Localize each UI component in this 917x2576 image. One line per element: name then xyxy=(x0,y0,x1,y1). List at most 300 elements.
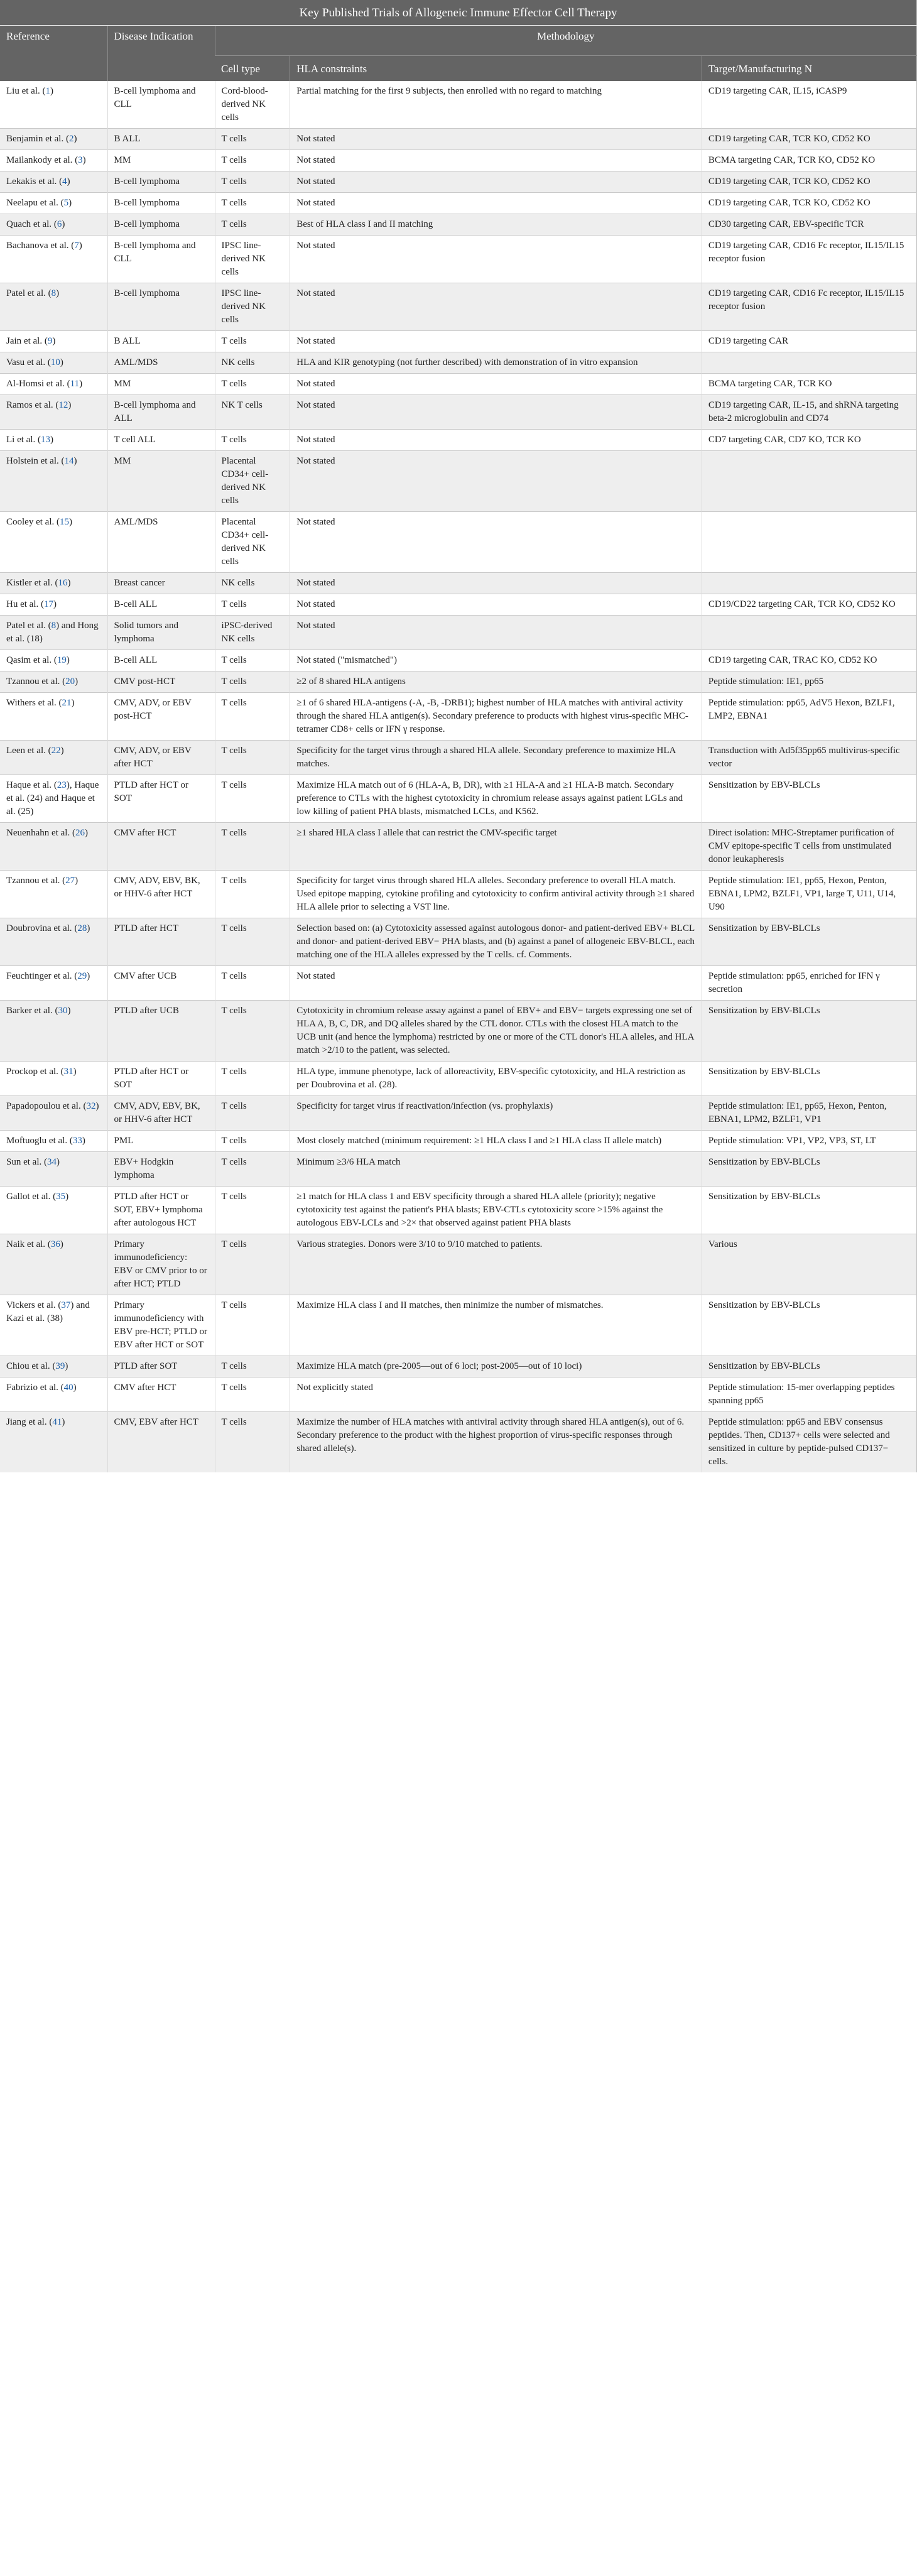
cell-cell-type: T cells xyxy=(215,1001,290,1062)
reference-link[interactable]: 27 xyxy=(65,876,75,886)
reference-link[interactable]: 9 xyxy=(47,336,53,346)
cell-target: CD30 targeting CAR, EBV-specific TCR xyxy=(702,214,916,236)
cell-target: CD19/CD22 targeting CAR, TCR KO, CD52 KO xyxy=(702,594,916,616)
reference-author: Sun et al. xyxy=(6,1157,44,1167)
reference-author: Li et al. xyxy=(6,435,38,445)
cell-hla-constraints: Not stated xyxy=(290,616,702,650)
cell-reference: Prockop et al. (31) xyxy=(0,1062,107,1096)
cell-cell-type: T cells xyxy=(215,918,290,966)
cell-cell-type: T cells xyxy=(215,671,290,693)
table-row xyxy=(0,1001,917,1062)
cell-target: Peptide stimulation: VP1, VP2, VP3, ST, LT xyxy=(702,1131,916,1152)
header-methodology: Methodology xyxy=(215,26,916,56)
cell-disease: CMV, ADV, EBV, BK, or HHV-6 after HCT xyxy=(107,1096,215,1131)
cell-target: CD19 targeting CAR xyxy=(702,331,916,352)
cell-disease: T cell ALL xyxy=(107,430,215,451)
cell-disease: B-cell lymphoma and ALL xyxy=(107,395,215,430)
cell-hla-constraints: Not stated xyxy=(290,512,702,573)
cell-reference: Naik et al. (36) xyxy=(0,1234,107,1295)
cell-disease: MM xyxy=(107,374,215,395)
table-body xyxy=(0,81,917,1472)
cell-target: CD19 targeting CAR, TCR KO, CD52 KO xyxy=(702,171,916,193)
cell-disease: PTLD after HCT or SOT, EBV+ lymphoma after autologous HCT xyxy=(107,1187,215,1234)
reference-link[interactable]: 34 xyxy=(47,1157,57,1167)
cell-disease: B-cell lymphoma and CLL xyxy=(107,236,215,283)
cell-cell-type: T cells xyxy=(215,1412,290,1473)
cell-target xyxy=(702,352,916,374)
table-row xyxy=(0,1096,917,1131)
reference-author: Vickers et al. xyxy=(6,1300,58,1310)
reference-author: Prockop et al. xyxy=(6,1067,61,1077)
cell-cell-type: Placental CD34+ cell-derived NK cells xyxy=(215,451,290,512)
cell-target: Sensitization by EBV-BLCLs xyxy=(702,1295,916,1356)
reference-author: Withers et al. xyxy=(6,698,59,708)
cell-reference: Cooley et al. (15) xyxy=(0,512,107,573)
table-row xyxy=(0,150,917,171)
reference-link[interactable]: 29 xyxy=(77,971,87,981)
table-row xyxy=(0,395,917,430)
cell-disease: PML xyxy=(107,1131,215,1152)
cell-cell-type: T cells xyxy=(215,1131,290,1152)
reference-author: Haque et al. xyxy=(6,780,54,790)
cell-cell-type: T cells xyxy=(215,374,290,395)
table-row xyxy=(0,693,917,741)
cell-reference: Fabrizio et al. (40) xyxy=(0,1378,107,1412)
table-row xyxy=(0,616,917,650)
cell-reference: Doubrovina et al. (28) xyxy=(0,918,107,966)
table-row xyxy=(0,650,917,671)
cell-hla-constraints: Partial matching for the first 9 subjects, then enrolled with no regard to matching xyxy=(290,81,702,129)
reference-link[interactable]: 31 xyxy=(63,1067,73,1077)
cell-cell-type: T cells xyxy=(215,171,290,193)
table-row xyxy=(0,573,917,594)
cell-target: Peptide stimulation: pp65, AdV5 Hexon, BZLF1, LMP2, EBNA1 xyxy=(702,693,916,741)
cell-cell-type: T cells xyxy=(215,1096,290,1131)
table-row xyxy=(0,193,917,214)
table-row xyxy=(0,1412,917,1473)
cell-reference: Mailankody et al. (3) xyxy=(0,150,107,171)
cell-target: Sensitization by EBV-BLCLs xyxy=(702,1152,916,1187)
reference-link[interactable]: 11 xyxy=(70,379,80,389)
reference-author: Tzannou et al. xyxy=(6,677,63,687)
reference-link[interactable]: 22 xyxy=(51,746,61,756)
table-row xyxy=(0,1187,917,1234)
cell-reference: Barker et al. (30) xyxy=(0,1001,107,1062)
table-row xyxy=(0,236,917,283)
cell-reference: Chiou et al. (39) xyxy=(0,1356,107,1378)
cell-cell-type: T cells xyxy=(215,1378,290,1412)
cell-target: Sensitization by EBV-BLCLs xyxy=(702,918,916,966)
cell-hla-constraints: ≥1 shared HLA class I allele that can restrict the CMV-specific target xyxy=(290,823,702,871)
cell-hla-constraints: Specificity for the target virus through a shared HLA allele. Secondary preference to maximize HLA matches. xyxy=(290,741,702,775)
cell-target: CD19 targeting CAR, TRAC KO, CD52 KO xyxy=(702,650,916,671)
reference-link[interactable]: 3 xyxy=(78,155,83,165)
cell-target: Various xyxy=(702,1234,916,1295)
header-disease: Disease Indication xyxy=(107,26,215,82)
reference-link[interactable]: 1 xyxy=(45,86,50,96)
reference-link[interactable]: 40 xyxy=(63,1383,73,1393)
cell-hla-constraints: Not stated xyxy=(290,236,702,283)
cell-target: CD7 targeting CAR, CD7 KO, TCR KO xyxy=(702,430,916,451)
cell-cell-type: T cells xyxy=(215,331,290,352)
cell-disease: EBV+ Hodgkin lymphoma xyxy=(107,1152,215,1187)
cell-disease: B-cell lymphoma and CLL xyxy=(107,81,215,129)
cell-target xyxy=(702,573,916,594)
reference-author: Chiou et al. xyxy=(6,1361,53,1371)
reference-link[interactable]: 26 xyxy=(75,828,85,838)
cell-disease: AML/MDS xyxy=(107,352,215,374)
cell-disease: CMV, ADV, or EBV post-HCT xyxy=(107,693,215,741)
cell-hla-constraints: ≥1 match for HLA class 1 and EBV specificity through a shared HLA allele (priority); negative cytotoxicity test against the patient's PHA blasts; EBV-CTLs cytotoxicity score >15% against the autologous EBV-LCLs and >2× that observed against patient PHA blasts xyxy=(290,1187,702,1234)
reference-author: Jiang et al. xyxy=(6,1417,50,1427)
cell-cell-type: T cells xyxy=(215,1356,290,1378)
reference-author: Naik et al. xyxy=(6,1239,48,1249)
cell-reference: Leen et al. (22) xyxy=(0,741,107,775)
cell-disease: Breast cancer xyxy=(107,573,215,594)
table-row xyxy=(0,775,917,823)
reference-link[interactable]: 15 xyxy=(59,517,69,527)
cell-target: Sensitization by EBV-BLCLs xyxy=(702,1001,916,1062)
cell-reference: Bachanova et al. (7) xyxy=(0,236,107,283)
cell-hla-constraints: Not stated xyxy=(290,150,702,171)
reference-author: Patel et al. xyxy=(6,288,48,298)
cell-target: CD19 targeting CAR, TCR KO, CD52 KO xyxy=(702,193,916,214)
table-row xyxy=(0,1295,917,1356)
cell-target: Transduction with Ad5f35pp65 multivirus-specific vector xyxy=(702,741,916,775)
reference-author: Lekakis et al. xyxy=(6,177,60,187)
cell-cell-type: Cord-blood-derived NK cells xyxy=(215,81,290,129)
cell-disease: Solid tumors and lymphoma xyxy=(107,616,215,650)
reference-author: Bachanova et al. xyxy=(6,241,72,251)
cell-reference: Liu et al. (1) xyxy=(6,86,53,96)
reference-link[interactable]: 20 xyxy=(65,677,75,687)
cell-disease: PTLD after HCT or SOT xyxy=(107,1062,215,1096)
table-row xyxy=(0,1152,917,1187)
cell-disease: B-cell lymphoma xyxy=(107,171,215,193)
cell-cell-type: NK T cells xyxy=(215,395,290,430)
cell-hla-constraints: Cytotoxicity in chromium release assay against a panel of EBV+ and EBV− targets expressing one set of HLA A, B, C, DR, and DQ alleles shared by the CTL donor. CTLs with the closest HLA match to the UCB unit (and hence the lymphoma) restricted by one or more of the CTL donor's HLA alleles, and HLA match >2/10 to the patient, was selected. xyxy=(290,1001,702,1062)
cell-target: CD19 targeting CAR, CD16 Fc receptor, IL15/IL15 receptor fusion xyxy=(702,236,916,283)
cell-disease: AML/MDS xyxy=(107,512,215,573)
cell-disease: B-cell ALL xyxy=(107,650,215,671)
reference-link[interactable]: 36 xyxy=(50,1239,60,1249)
cell-target xyxy=(702,512,916,573)
cell-hla-constraints: Not stated xyxy=(290,451,702,512)
cell-disease: Primary immunodeficiency: EBV or CMV prior to or after HCT; PTLD xyxy=(107,1234,215,1295)
cell-reference: Moftuoglu et al. (33) xyxy=(0,1131,107,1152)
cell-cell-type: T cells xyxy=(215,741,290,775)
cell-reference: Li et al. (13) xyxy=(0,430,107,451)
reference-author: Qasim et al. xyxy=(6,655,54,665)
header-reference: Reference xyxy=(0,26,107,82)
cell-cell-type: T cells xyxy=(215,129,290,150)
reference-author: Doubrovina et al. xyxy=(6,923,75,933)
cell-hla-constraints: Maximize HLA match (pre-2005—out of 6 loci; post-2005—out of 10 loci) xyxy=(290,1356,702,1378)
reference-author: Jain et al. xyxy=(6,336,45,346)
cell-reference: Kistler et al. (16) xyxy=(0,573,107,594)
cell-hla-constraints: Not stated xyxy=(290,395,702,430)
cell-reference: Feuchtinger et al. (29) xyxy=(0,966,107,1001)
reference-link[interactable]: 41 xyxy=(52,1417,62,1427)
reference-extra: , Haque et al. (24) and Haque et al. (25) xyxy=(6,780,99,817)
cell-target: Peptide stimulation: IE1, pp65 xyxy=(702,671,916,693)
cell-disease: B ALL xyxy=(107,129,215,150)
cell-target: Sensitization by EBV-BLCLs xyxy=(702,775,916,823)
reference-link[interactable]: 12 xyxy=(58,400,68,410)
cell-reference: Jiang et al. (41) xyxy=(0,1412,107,1473)
header-cell-type: Cell type xyxy=(215,56,290,82)
cell-reference: Hu et al. (17) xyxy=(0,594,107,616)
reference-link[interactable]: 21 xyxy=(62,698,72,708)
cell-target: BCMA targeting CAR, TCR KO, CD52 KO xyxy=(702,150,916,171)
table-row xyxy=(0,283,917,331)
cell-cell-type: T cells xyxy=(215,1062,290,1096)
cell-hla-constraints: Maximize HLA match out of 6 (HLA-A, B, DR), with ≥1 HLA-A and ≥1 HLA-B match. Secondary preference to CTLs with the highest cytotoxicity in chromium release assays against patient LGLs and low killing of patient PHA blasts, mismatched LCLs, and K562. xyxy=(290,775,702,823)
cell-reference: Tzannou et al. (20) xyxy=(0,671,107,693)
cell-disease: CMV after HCT xyxy=(107,823,215,871)
cell-cell-type: T cells xyxy=(215,871,290,918)
cell-disease: CMV, EBV after HCT xyxy=(107,1412,215,1473)
reference-author: Leen et al. xyxy=(6,746,48,756)
cell-target: Sensitization by EBV-BLCLs xyxy=(702,1187,916,1234)
cell-cell-type: NK cells xyxy=(215,352,290,374)
header-hla: HLA constraints xyxy=(290,56,702,82)
cell-hla-constraints: Minimum ≥3/6 HLA match xyxy=(290,1152,702,1187)
cell-cell-type: IPSC line-derived NK cells xyxy=(215,283,290,331)
reference-author: Patel et al. xyxy=(6,621,48,631)
cell-cell-type: T cells xyxy=(215,1187,290,1234)
table-row xyxy=(0,823,917,871)
cell-disease: B-cell ALL xyxy=(107,594,215,616)
cell-cell-type: T cells xyxy=(215,650,290,671)
reference-author: Vasu et al. xyxy=(6,357,48,367)
cell-reference: Vasu et al. (10) xyxy=(0,352,107,374)
reference-link[interactable]: 33 xyxy=(72,1136,82,1146)
cell-hla-constraints: Specificity for target virus through shared HLA alleles. Secondary preference to overall HLA match. Used epitope mapping, cytokine profiling and cytotoxicity to confirm antiviral activity through ≥1 shared HLA allele prior to selecting a VST line. xyxy=(290,871,702,918)
table-row xyxy=(0,918,917,966)
cell-disease: CMV after HCT xyxy=(107,1378,215,1412)
cell-hla-constraints: Not stated xyxy=(290,331,702,352)
cell-target: CD19 targeting CAR, IL15, iCASP9 xyxy=(702,81,916,129)
cell-cell-type: T cells xyxy=(215,1152,290,1187)
cell-disease: CMV, ADV, EBV, BK, or HHV-6 after HCT xyxy=(107,871,215,918)
cell-hla-constraints: Not stated xyxy=(290,129,702,150)
cell-hla-constraints: Not stated xyxy=(290,573,702,594)
cell-target: Peptide stimulation: pp65, enriched for IFN γ secretion xyxy=(702,966,916,1001)
reference-link[interactable]: 8 xyxy=(51,621,57,631)
table-row xyxy=(0,966,917,1001)
table-row xyxy=(0,1356,917,1378)
reference-link[interactable]: 2 xyxy=(68,134,74,144)
cell-hla-constraints: Not explicitly stated xyxy=(290,1378,702,1412)
cell-cell-type: iPSC-derived NK cells xyxy=(215,616,290,650)
cell-cell-type: T cells xyxy=(215,594,290,616)
table-row xyxy=(0,1131,917,1152)
cell-cell-type: T cells xyxy=(215,193,290,214)
cell-disease: MM xyxy=(107,150,215,171)
cell-target: Sensitization by EBV-BLCLs xyxy=(702,1356,916,1378)
cell-target: Peptide stimulation: IE1, pp65, Hexon, Penton, EBNA1, LPM2, BZLF1, VP1, large T, U11, U14, U90 xyxy=(702,871,916,918)
table-row xyxy=(0,594,917,616)
cell-disease: PTLD after HCT xyxy=(107,918,215,966)
cell-target: BCMA targeting CAR, TCR KO xyxy=(702,374,916,395)
cell-hla-constraints: Not stated xyxy=(290,374,702,395)
cell-target xyxy=(702,616,916,650)
cell-hla-constraints: Not stated xyxy=(290,283,702,331)
reference-author: Feuchtinger et al. xyxy=(6,971,75,981)
reference-link[interactable]: 5 xyxy=(63,198,69,208)
cell-hla-constraints: Various strategies. Donors were 3/10 to 9/10 matched to patients. xyxy=(290,1234,702,1295)
cell-hla-constraints: Not stated xyxy=(290,966,702,1001)
reference-author: Al-Homsi et al. xyxy=(6,379,67,389)
cell-hla-constraints: ≥1 of 6 shared HLA-antigens (-A, -B, -DRB1); highest number of HLA matches with antiviral activity through the shared HLA antigen(s). Secondary preference to products with highest virus-specific MHC-tetramer CD8+ cells or IFN γ response. xyxy=(290,693,702,741)
cell-hla-constraints: Most closely matched (minimum requirement: ≥1 HLA class I and ≥1 HLA class II allele match) xyxy=(290,1131,702,1152)
cell-reference: Jain et al. (9) xyxy=(0,331,107,352)
header-target: Target/Manufacturing N xyxy=(702,56,916,82)
cell-reference: Patel et al. (8) xyxy=(0,283,107,331)
table-row xyxy=(0,1062,917,1096)
reference-link[interactable]: 4 xyxy=(62,177,67,187)
cell-hla-constraints: Not stated xyxy=(290,594,702,616)
cell-cell-type: T cells xyxy=(215,1295,290,1356)
reference-link[interactable]: 6 xyxy=(57,219,62,229)
cell-disease: CMV post-HCT xyxy=(107,671,215,693)
reference-author: Gallot et al. xyxy=(6,1192,53,1202)
table-row xyxy=(0,430,917,451)
cell-target: CD19 targeting CAR, IL-15, and shRNA targeting beta-2 microglobulin and CD74 xyxy=(702,395,916,430)
cell-cell-type: T cells xyxy=(215,214,290,236)
table-row xyxy=(0,671,917,693)
table-row xyxy=(0,1234,917,1295)
reference-link[interactable]: 19 xyxy=(57,655,67,665)
cell-target: Sensitization by EBV-BLCLs xyxy=(702,1062,916,1096)
cell-reference: Vickers et al. (37) and Kazi et al. (38) xyxy=(0,1295,107,1356)
reference-author: Neuenhahn et al. xyxy=(6,828,72,838)
table-row xyxy=(0,81,917,129)
reference-author: Mailankody et al. xyxy=(6,155,75,165)
cell-reference: Benjamin et al. (2) xyxy=(0,129,107,150)
cell-cell-type: T cells xyxy=(215,823,290,871)
cell-target: CD19 targeting CAR, TCR KO, CD52 KO xyxy=(702,129,916,150)
reference-link[interactable]: 17 xyxy=(43,599,53,609)
reference-link[interactable]: 23 xyxy=(57,780,67,790)
table-row xyxy=(0,1378,917,1412)
cell-hla-constraints: Not stated xyxy=(290,193,702,214)
reference-link[interactable]: 13 xyxy=(40,435,50,445)
cell-hla-constraints: Specificity for target virus if reactivation/infection (vs. prophylaxis) xyxy=(290,1096,702,1131)
cell-disease: CMV, ADV, or EBV after HCT xyxy=(107,741,215,775)
cell-reference: Neelapu et al. (5) xyxy=(0,193,107,214)
cell-disease: B-cell lymphoma xyxy=(107,193,215,214)
cell-reference: Gallot et al. (35) xyxy=(0,1187,107,1234)
cell-hla-constraints: Selection based on: (a) Cytotoxicity assessed against autologous donor- and patient-derived EBV+ BLCL and donor- and patient-derived EBV− PHA blasts, and (b) against a panel of allogeneic EBV-BLCL, each matching one of the HLA alleles expressed by the T cells. cf. Comments. xyxy=(290,918,702,966)
cell-disease: PTLD after UCB xyxy=(107,1001,215,1062)
cell-reference: Qasim et al. (19) xyxy=(0,650,107,671)
reference-author: Quach et al. xyxy=(6,219,54,229)
cell-target: CD19 targeting CAR, CD16 Fc receptor, IL15/IL15 receptor fusion xyxy=(702,283,916,331)
reference-author: Holstein et al. xyxy=(6,456,62,466)
cell-hla-constraints: ≥2 of 8 shared HLA antigens xyxy=(290,671,702,693)
cell-disease: B-cell lymphoma xyxy=(107,214,215,236)
reference-author: Moftuoglu et al. xyxy=(6,1136,70,1146)
cell-cell-type: T cells xyxy=(215,775,290,823)
reference-link[interactable]: 7 xyxy=(74,241,79,251)
cell-cell-type: T cells xyxy=(215,966,290,1001)
cell-reference: Patel et al. (8) and Hong et al. (18) xyxy=(0,616,107,650)
cell-target: Peptide stimulation: pp65 and EBV consensus peptides. Then, CD137+ cells were selected and sensitized in culture by peptide-pulsed CD137− cells. xyxy=(702,1412,916,1473)
cell-hla-constraints: Not stated ("mismatched") xyxy=(290,650,702,671)
reference-author: Cooley et al. xyxy=(6,517,57,527)
cell-disease: CMV after UCB xyxy=(107,966,215,1001)
cell-disease: Primary immunodeficiency with EBV pre-HCT; PTLD or EBV after HCT or SOT xyxy=(107,1295,215,1356)
reference-author: Papadopoulou et al. xyxy=(6,1101,84,1111)
cell-reference: Sun et al. (34) xyxy=(0,1152,107,1187)
cell-reference: Neuenhahn et al. (26) xyxy=(0,823,107,871)
cell-target: Direct isolation: MHC-Streptamer purification of CMV epitope-specific T cells from unstimulated donor leukapheresis xyxy=(702,823,916,871)
table-title: Key Published Trials of Allogeneic Immune Effector Cell Therapy xyxy=(0,0,917,26)
cell-disease: B-cell lymphoma xyxy=(107,283,215,331)
reference-link[interactable]: 14 xyxy=(64,456,74,466)
reference-link[interactable]: 16 xyxy=(58,578,68,588)
table-row xyxy=(0,214,917,236)
cell-reference: Withers et al. (21) xyxy=(0,693,107,741)
cell-target xyxy=(702,451,916,512)
cell-reference: Quach et al. (6) xyxy=(0,214,107,236)
cell-disease: PTLD after HCT or SOT xyxy=(107,775,215,823)
cell-reference: Lekakis et al. (4) xyxy=(0,171,107,193)
cell-disease: B ALL xyxy=(107,331,215,352)
cell-reference: Ramos et al. (12) xyxy=(0,395,107,430)
reference-author: Fabrizio et al. xyxy=(6,1383,61,1393)
table-row xyxy=(0,871,917,918)
reference-author: Tzannou et al. xyxy=(6,876,63,886)
reference-link[interactable]: 32 xyxy=(86,1101,96,1111)
cell-reference: Al-Homsi et al. (11) xyxy=(0,374,107,395)
table-row xyxy=(0,171,917,193)
cell-target: Peptide stimulation: IE1, pp65, Hexon, Penton, EBNA1, LPM2, BZLF1, VP1 xyxy=(702,1096,916,1131)
reference-link[interactable]: 8 xyxy=(51,288,57,298)
cell-cell-type: IPSC line-derived NK cells xyxy=(215,236,290,283)
table-row xyxy=(0,451,917,512)
reference-author: Hu et al. xyxy=(6,599,41,609)
reference-link[interactable]: 30 xyxy=(58,1006,68,1016)
cell-cell-type: NK cells xyxy=(215,573,290,594)
cell-hla-constraints: HLA type, immune phenotype, lack of alloreactivity, EBV-specific cytotoxicity, and HLA restriction as per Doubrovina et al. (28). xyxy=(290,1062,702,1096)
table-row xyxy=(0,512,917,573)
reference-link[interactable]: 28 xyxy=(77,923,87,933)
cell-cell-type: T cells xyxy=(215,693,290,741)
reference-link[interactable]: 39 xyxy=(55,1361,65,1371)
reference-link[interactable]: 37 xyxy=(61,1300,71,1310)
reference-author: Ramos et al. xyxy=(6,400,56,410)
table-row xyxy=(0,374,917,395)
reference-author: Neelapu et al. xyxy=(6,198,61,208)
table-row xyxy=(0,129,917,150)
cell-reference: Haque et al. (23), Haque et al. (24) and Haque et al. (25) xyxy=(0,775,107,823)
cell-hla-constraints: Maximize the number of HLA matches with antiviral activity through shared HLA antigen(s), out of 6. Secondary preference to the product with the highest proportion of virus-specific responses through shared allele(s). xyxy=(290,1412,702,1473)
cell-hla-constraints: HLA and KIR genotyping (not further described) with demonstration of in vitro expansion xyxy=(290,352,702,374)
reference-author: Kistler et al. xyxy=(6,578,55,588)
reference-link[interactable]: 35 xyxy=(56,1192,66,1202)
reference-author: Liu et al. xyxy=(6,86,43,96)
cell-reference: Tzannou et al. (27) xyxy=(0,871,107,918)
reference-link[interactable]: 10 xyxy=(50,357,60,367)
reference-author: Benjamin et al. xyxy=(6,134,66,144)
reference-extra: and Hong et al. (18) xyxy=(6,621,99,644)
cell-reference: Papadopoulou et al. (32) xyxy=(0,1096,107,1131)
cell-hla-constraints: Not stated xyxy=(290,430,702,451)
reference-extra: and Kazi et al. (38) xyxy=(6,1300,90,1323)
